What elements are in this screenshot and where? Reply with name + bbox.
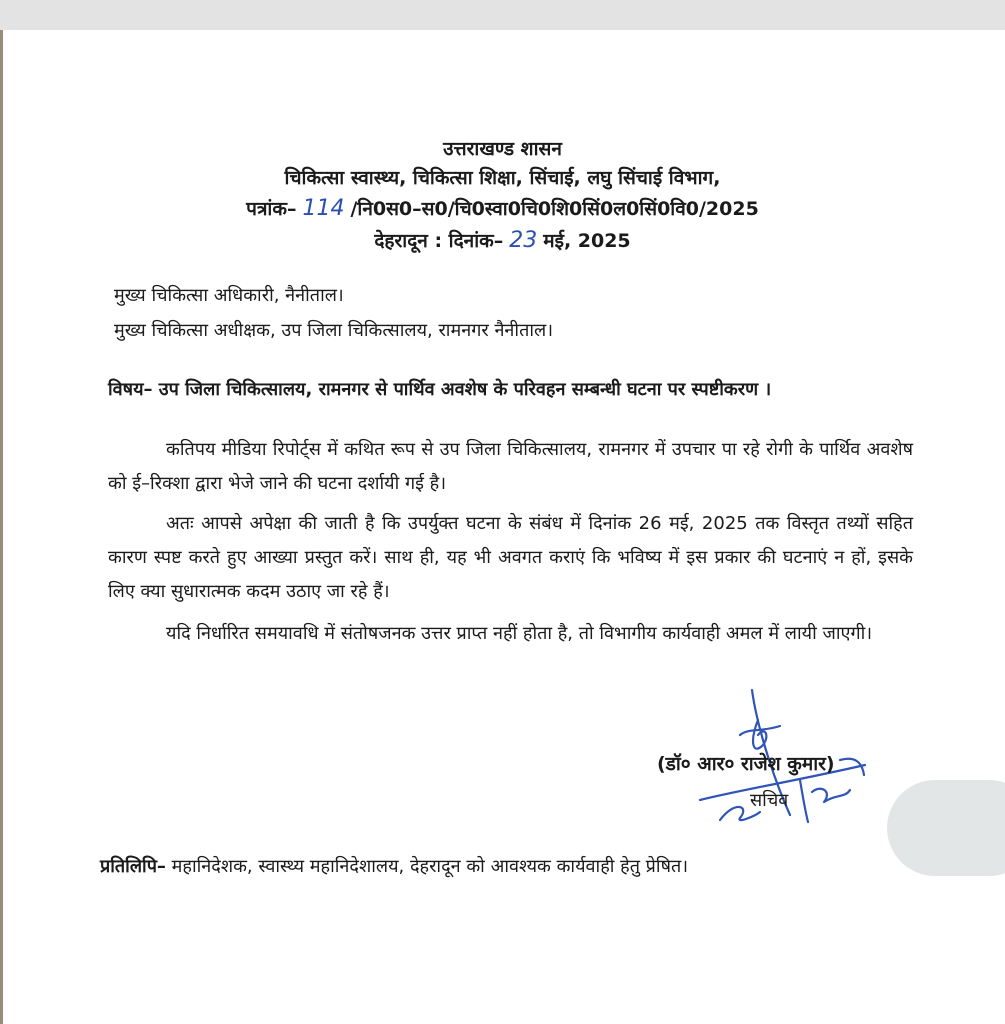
reference-code: /नि0स0–स0/चि0स्वा0चि0शि0सिं0ल0सिं0वि0/2025 [350,198,759,220]
reference-prefix: पत्रांक– [246,198,297,220]
copy-label: प्रतिलिपि– [100,856,166,877]
date-month-year: मई, 2025 [543,230,631,252]
subject-line: विषय– उप जिला चिकित्सालय, रामनगर से पार्थिव अवशेष के परिवहन सम्बन्धी घटना पर स्पष्टीकरण । [108,379,772,400]
body-paragraph-1 [108,433,913,501]
copy-text: महानिदेशक, स्वास्थ्य महानिदेशालय, देहरादून को आवश्यक कार्यवाही हेतु प्रेषित। [165,856,689,877]
paragraph-1-text: कतिपय मीडिया रिपोर्ट्स में कथित रूप से उप जिला चिकित्सालय, रामनगर में उपचार पा रहे रोगी के पार्थिव अवशेष को ई–रिक्शा द्वारा भेजे जाने की घटना दर्शायी गई है। [108,439,913,494]
letter-reference [0,195,1005,221]
paragraph-3-text: यदि निर्धारित समयावधि में संतोषजनक उत्तर प्राप्त नहीं होता है, तो विभागीय कार्यवाही अमल में लायी जाएगी। [166,623,873,644]
signatory-designation: सचिव [750,790,789,811]
government-heading: उत्तराखण्ड शासन [443,138,562,160]
reference-number-handwritten: 114 [302,196,345,221]
department-heading: चिकित्सा स्वास्थ्य, चिकित्सा शिक्षा, सिंचाई, लघु सिंचाई विभाग, [284,167,721,189]
body-paragraph-3 [108,617,913,651]
body-paragraph-2 [108,507,913,609]
paragraph-2-text: अतः आपसे अपेक्षा की जाती है कि उपर्युक्त घटना के संबंध में दिनांक 26 मई, 2025 तक विस्तृत तथ्यों सहित कारण स्पष्ट करते हुए आख्या प्रस्तुत करें। साथ ही, यह भी अवगत कराएं कि भविष्य में इस प्रकार की घटनाएं न हों, इसके लिए क्या सुधारात्मक कदम उठाए जा रहे हैं। [108,513,913,602]
date-prefix: देहरादून : दिनांक– [374,230,504,252]
screenshot-top-bar [0,0,1005,30]
date-day-handwritten: 23 [509,228,538,253]
letter-date [0,227,1005,253]
signature-block [640,680,900,830]
overlay-shape [887,780,1005,876]
addressee-2: मुख्य चिकित्सा अधीक्षक, उप जिला चिकित्सालय, रामनगर नैनीताल। [114,320,554,341]
addressee-1: मुख्य चिकित्सा अधिकारी, नैनीताल। [114,285,344,306]
signatory-name: (डॉ० आर० राजेश कुमार) [657,753,835,775]
copy-to-line [100,854,688,878]
